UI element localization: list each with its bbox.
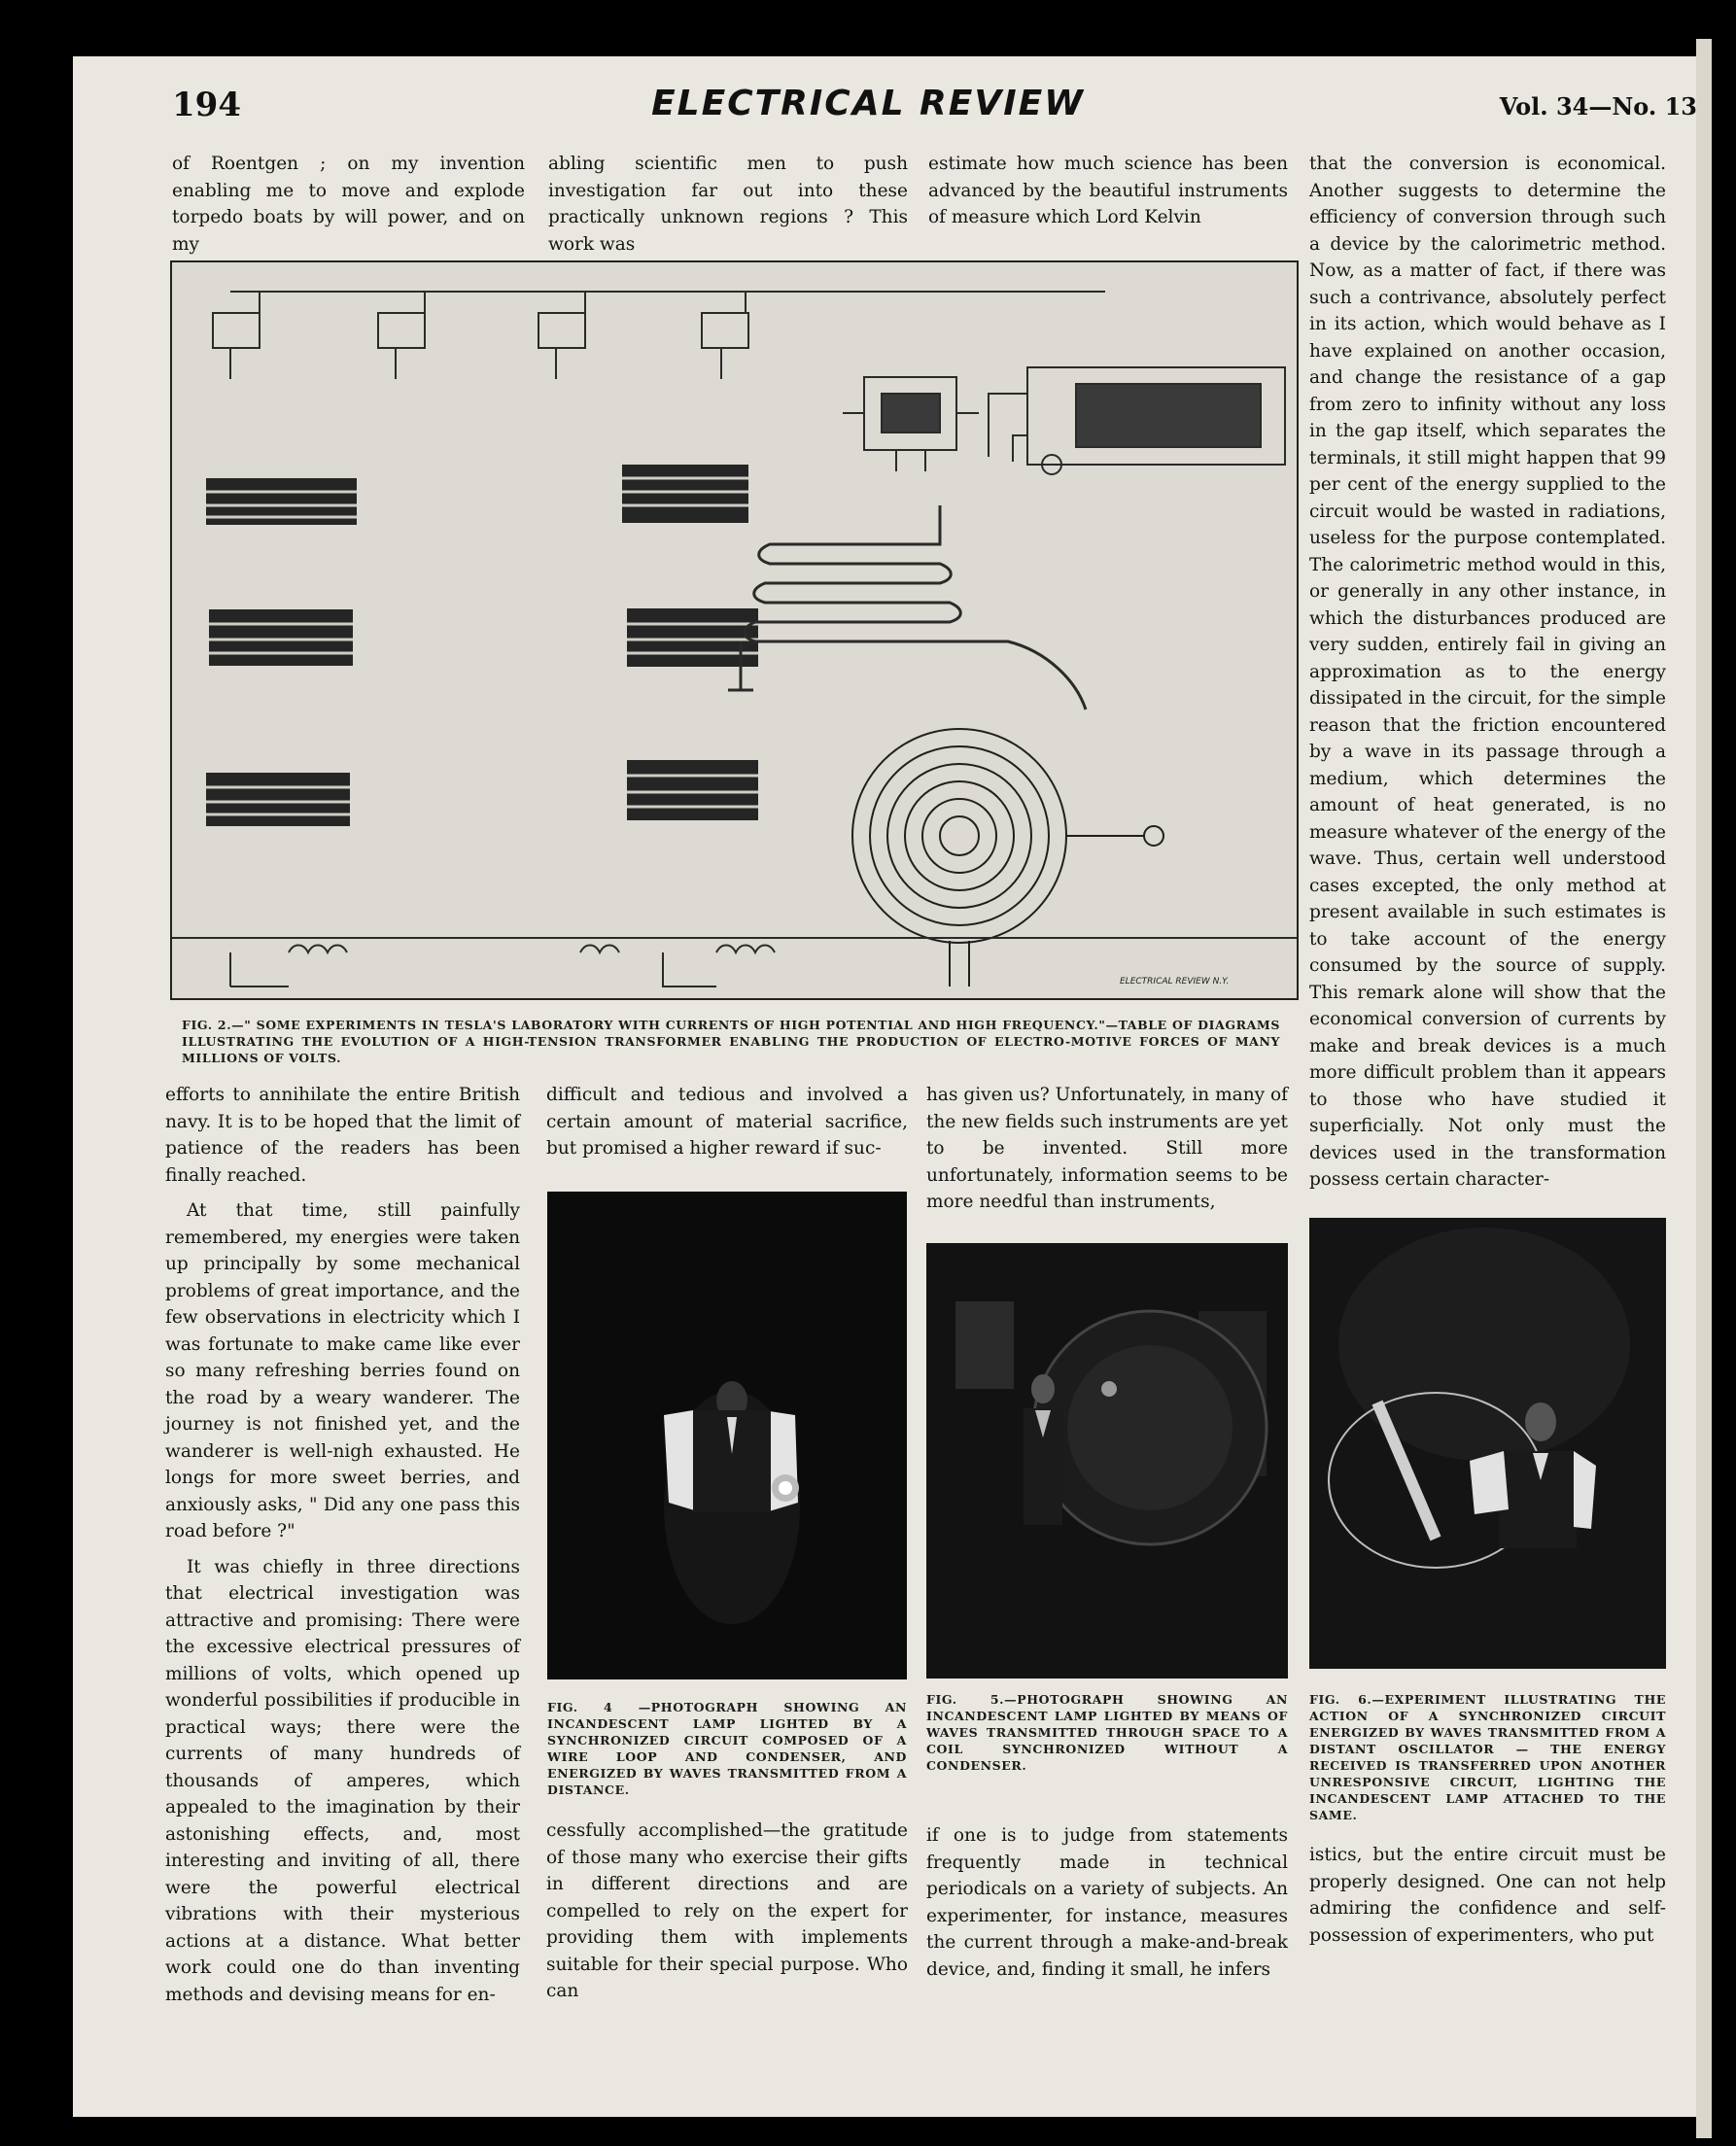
column-3-top: estimate how much science has been advanced by the beautiful instruments of measure which Lord Kelvin <box>928 154 1288 227</box>
figure-2-credit: ELECTRICAL REVIEW N.Y. <box>1120 977 1230 986</box>
column-4-lower-bottom: istics, but the entire circuit must be properly designed. One can not help admiring the confidence and self-possession of experimenters, who put <box>1309 1845 1666 1946</box>
page-number: 194 <box>172 86 241 124</box>
column-2-lower-top: difficult and tedious and involved a certain amount of material sacrifice, but promised a higher reward if suc- <box>546 1085 908 1159</box>
column-2-lower-bottom: cessfully accomplished—the gratitude of those many who exercise their gifts in different directions and are compelled to rely on the expert for providing them with implements suitable for their special purpose. Who can <box>546 1820 908 2001</box>
transformer-diagrams <box>172 262 1297 998</box>
facing-page-edge <box>1696 39 1712 2138</box>
column-4-top: that the conversion is economical. Another suggests to determine the efficiency of conversion through such a device by the calorimetric method. Now, as a matter of fact, if there was such a contrivance, absolutely perfect in its action, which would behave as I have explained on another occasion, and change the resistance of a gap from zero to infinity without any loss in the gap itself, which separates the terminals, it still might happen that 99 per cent of the energy supplied to the circuit would be wasted in radiations, useless for the purpose contemplated. The calorimetric method would in this, or generally in any other instance, in which the disturbances produced are very sudden, entirely fail in giving an approximation as to the energy dissipated in the circuit, for the simple reason that the friction encountered by a wave in its passage through a medium, which determines the amount of heat generated, is no measure whatever of the energy of the wave. Thus, certain well understood cases excepted, the only method at present available in such estimates is to take account of the energy consumed by the source of supply. This remark alone will show that the economical conversion of currents by make and break devices is a much more difficult problem than it appears to those who have studied it superficially. Not only must the devices used in the transformation possess certain character- <box>1309 154 1666 1190</box>
figure-2-diagram-table <box>170 260 1299 1000</box>
journal-title: ELECTRICAL REVIEW <box>651 84 1085 123</box>
figure-4-photo <box>547 1192 907 1679</box>
figure-5-caption: FIG. 5.—PHOTOGRAPH SHOWING AN INCANDESCENT LAMP LIGHTED BY MEANS OF WAVES TRANSMITTED THROUGH SPACE TO A COIL SYNCHRONIZED WITHOUT A CONDENSER. <box>926 1692 1288 1773</box>
figure-2-caption: FIG. 2.—" SOME EXPERIMENTS IN TESLA'S LABORATORY WITH CURRENTS OF HIGH POTENTIAL AND HIGH FREQUENCY."—TABLE OF DIAGRAMS ILLUSTRATING THE EVOLUTION OF A HIGH-TENSION TRANSFORMER ENABLING THE PRODUCTION OF ELECTRO-MOTIVE FORCES OF MANY MILLIONS OF VOLTS. <box>182 1018 1280 1065</box>
figure-6-caption: FIG. 6.—EXPERIMENT ILLUSTRATING THE ACTION OF A SYNCHRONIZED CIRCUIT ENERGIZED BY WAVES TRANSMITTED FROM A DISTANT OSCILLATOR — THE ENERGY RECEIVED IS TRANSFERRED UPON ANOTHER UNRESPONSIVE CIRCUIT, LIGHTING THE INCANDESCENT LAMP ATTACHED TO THE SAME. <box>1309 1692 1666 1822</box>
column-2-top: abling scientific men to push investigation far out into these practically unknown regions ? This work was <box>548 154 908 255</box>
column-3-lower-bottom: if one is to judge from statements frequently made in technical periodicals on a variety of subjects. An experimenter, for instance, measures the current through a make-and-break device, and, finding it small, he infers <box>926 1825 1288 1980</box>
column-1-lower: efforts to annihilate the entire British navy. It is to be hoped that the limit of patience of the readers has been finally reached. At that time, still painfully remembered, my energies were taken up principally by some mechanical problems of great importance, and the few observations in electricity which I was fortunate to make came like ever so many refreshing berries found on the road by a weary wanderer. The journey is not finished yet, and the wanderer is well-nigh exhausted. He longs for more sweet berries, and anxiously asks, " Did any one pass this road before ?" It was chiefly in three directions that electrical investigation was attractive and promising: There were the excessive electrical pressures of millions of volts, which opened up wonderful possibilities if producible in practical ways; there were the currents of many hundreds of thousands of amperes, which appealed to the imagination by their astonishing effects, and, most interesting and inviting of all, there were the powerful electrical vibrations with their mysterious actions at a distance. What better work could one do than inventing methods and devising means for en- <box>165 1085 520 2005</box>
column-3-lower-top: has given us? Unfortunately, in many of the new fields such instruments are yet to be invented. Still more unfortunately, information seems to be more needful than instruments, <box>926 1085 1288 1212</box>
volume-number: Vol. 34—No. 13 <box>1499 92 1697 121</box>
figure-4-caption: FIG. 4 —PHOTOGRAPH SHOWING AN INCANDESCENT LAMP LIGHTED BY A SYNCHRONIZED CIRCUIT COMPOSED OF A WIRE LOOP AND CONDENSER, AND ENERGIZED BY WAVES TRANSMITTED FROM A DISTANCE. <box>547 1700 907 1797</box>
figure-5-photo <box>926 1243 1288 1679</box>
column-1-top: of Roentgen ; on my invention enabling me to move and explode torpedo boats by will power, and on my <box>172 154 525 255</box>
figure-6-photo <box>1309 1218 1666 1669</box>
